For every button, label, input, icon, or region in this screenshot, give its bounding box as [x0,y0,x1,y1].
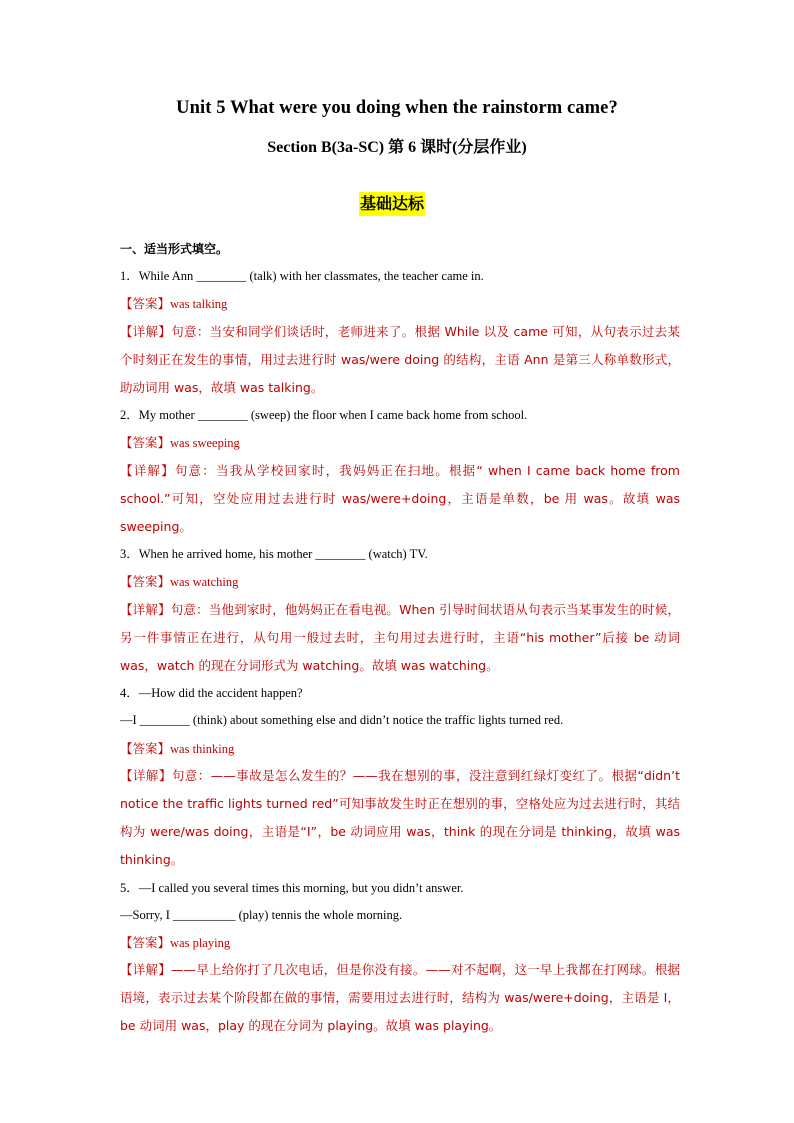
answer-line [120,568,680,595]
section-subtitle: Section B(3a-SC) 第 6 课时(分层作业) [267,139,527,156]
question-5 [120,875,680,1041]
answer-tag: 【答案】 [120,435,171,451]
explain-text: 句意：当我从学校回家时，我妈妈正在扫地。根据“ when I came back home from school.”可知，空处应用过去进行时 was/were+doing，主语是单数，be 用 was。故填 was sweeping。 [120,462,680,534]
question-text: —Sorry, I __________ (play) tennis the whole morning. [120,907,403,922]
question-text: 5．—I called you several times this morning, but you didn’t answer. [120,880,464,895]
explanation [120,762,680,875]
explanation [120,318,680,403]
question-2 [120,402,680,541]
question-text: 1．While Ann ________ (talk) with her classmates, the teacher came in. [120,269,484,284]
explain-text: 句意：当他到家时，他妈妈正在看电视。When 引导时间状语从句表示当某事发生的时候，另一件事情正在进行，从句用一般过去时，主句用过去进行时，主语“his mother”后接 be 动词 was，watch 的现在分词形式为 watching。故填 was watching。 [120,601,680,673]
explain-text: ——早上给你打了几次电话，但是你没有接。——对不起啊，这一早上我都在打网球。根据语境，表示过去某个阶段都在做的事情，需要用过去进行时，结构为 was/were+doing，主语是 I，be 动词用 was，play 的现在分词为 playing。故填 was playing。 [120,962,680,1034]
question-text: —I ________ (think) about something else and didn’t notice the traffic lights turned red. [120,713,564,728]
answer-text: was watching [170,575,239,590]
question-text: 2．My mother ________ (sweep) the floor when I came back home from school. [120,408,528,423]
question-4 [120,680,680,874]
answer-tag: 【答案】 [120,740,171,756]
explanation [120,596,680,681]
answer-text: was talking [170,297,228,312]
explain-text: 句意：——事故是怎么发生的？——我在想别的事，没注意到红绿灯变红了。根据“didn’t notice the traffic lights turned red”可知事故发生时正在想别的事，空格处应为过去进行时，其结构为 were/was doing，主语是“I”，be 动词应用 was，think 的现在分词是 thinking，故填 was thinking。 [120,767,680,868]
explain-tag: 【详解】 [120,601,171,617]
exercise-content [120,236,680,1041]
answer-text: was sweeping [170,436,240,451]
question-text: 4．—How did the accident happen? [120,686,303,701]
question-text: 3．When he arrived home, his mother ________ (watch) TV. [120,547,428,562]
question-3 [120,541,680,680]
explanation [120,457,680,542]
answer-tag: 【答案】 [120,574,171,590]
answer-text: was thinking [170,741,235,756]
answer-text: was playing [170,935,231,950]
section-heading: 一、适当形式填空。 [120,242,229,256]
explain-tag: 【详解】 [120,767,172,783]
answer-line [120,290,680,317]
answer-tag: 【答案】 [120,934,171,950]
answer-line [120,929,680,956]
explain-text: 句意：当安和同学们谈话时，老师进来了。根据 While 以及 came 可知，从句表示过去某个时刻正在发生的事情，用过去进行时 was/were doing 的结构，主语 Ann 是第三人称单数形式，助动词用 was，故填 was talking。 [120,323,680,395]
explain-tag: 【详解】 [120,462,175,478]
level-badge: 基础达标 [359,192,425,216]
explain-tag: 【详解】 [120,323,172,339]
unit-title: Unit 5 What were you doing when the rainstorm came? [176,98,618,118]
answer-tag: 【答案】 [120,296,171,312]
explanation [120,956,680,1041]
question-1 [120,263,680,402]
answer-line [120,735,680,762]
answer-line [120,429,680,456]
explain-tag: 【详解】 [120,962,171,978]
